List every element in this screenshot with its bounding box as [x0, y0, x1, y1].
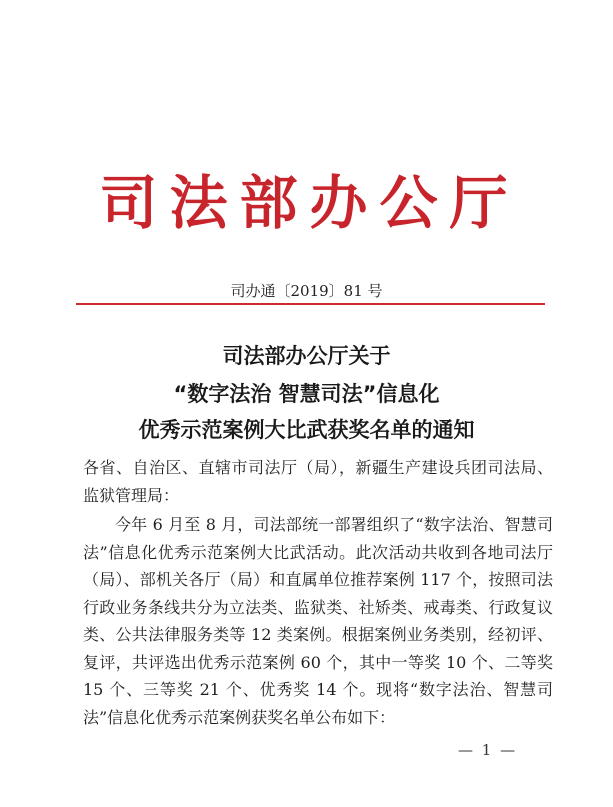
body-paragraph: 今年 6 月至 8 月，司法部统一部署组织了“数字法治、智慧司法”信息化优秀示范案例大比武活动。此次活动共收到各地司法厅（局）、部机关各厅（局）和直属单位推荐案例 117 个，按照司法行政业务条线共分为立法类、监狱类、社矫类、戒毒类、行政复议类、公共法律服务类等 12 类案例。根据案例业务类别，经初评、复评，共评选出优秀示范案例 60 个，其中一等奖 10 个、二等奖 15 个、三等奖 21 个、优秀奖 14 个。现将“数字法治、智慧司法”信息化优秀示范案例获奖名单公布如下： — [83, 515, 553, 727]
salutation-paragraph: 各省、自治区、直辖市司法厅（局），新疆生产建设兵团司法局、监狱管理局： — [83, 458, 553, 505]
red-divider-line — [76, 303, 545, 305]
page-number: — 1 — — [458, 741, 518, 759]
notice-title-line-1: 司法部办公厅关于 — [222, 344, 391, 368]
issuer-name: 司法部办公厅 — [99, 169, 520, 237]
notice-title-line-2: “数字法治 智慧司法”信息化 — [173, 382, 440, 406]
notice-title-line-3: 优秀示范案例大比武获奖名单的通知 — [138, 418, 475, 442]
document-number: 司办通〔2019〕81 号 — [230, 282, 383, 300]
